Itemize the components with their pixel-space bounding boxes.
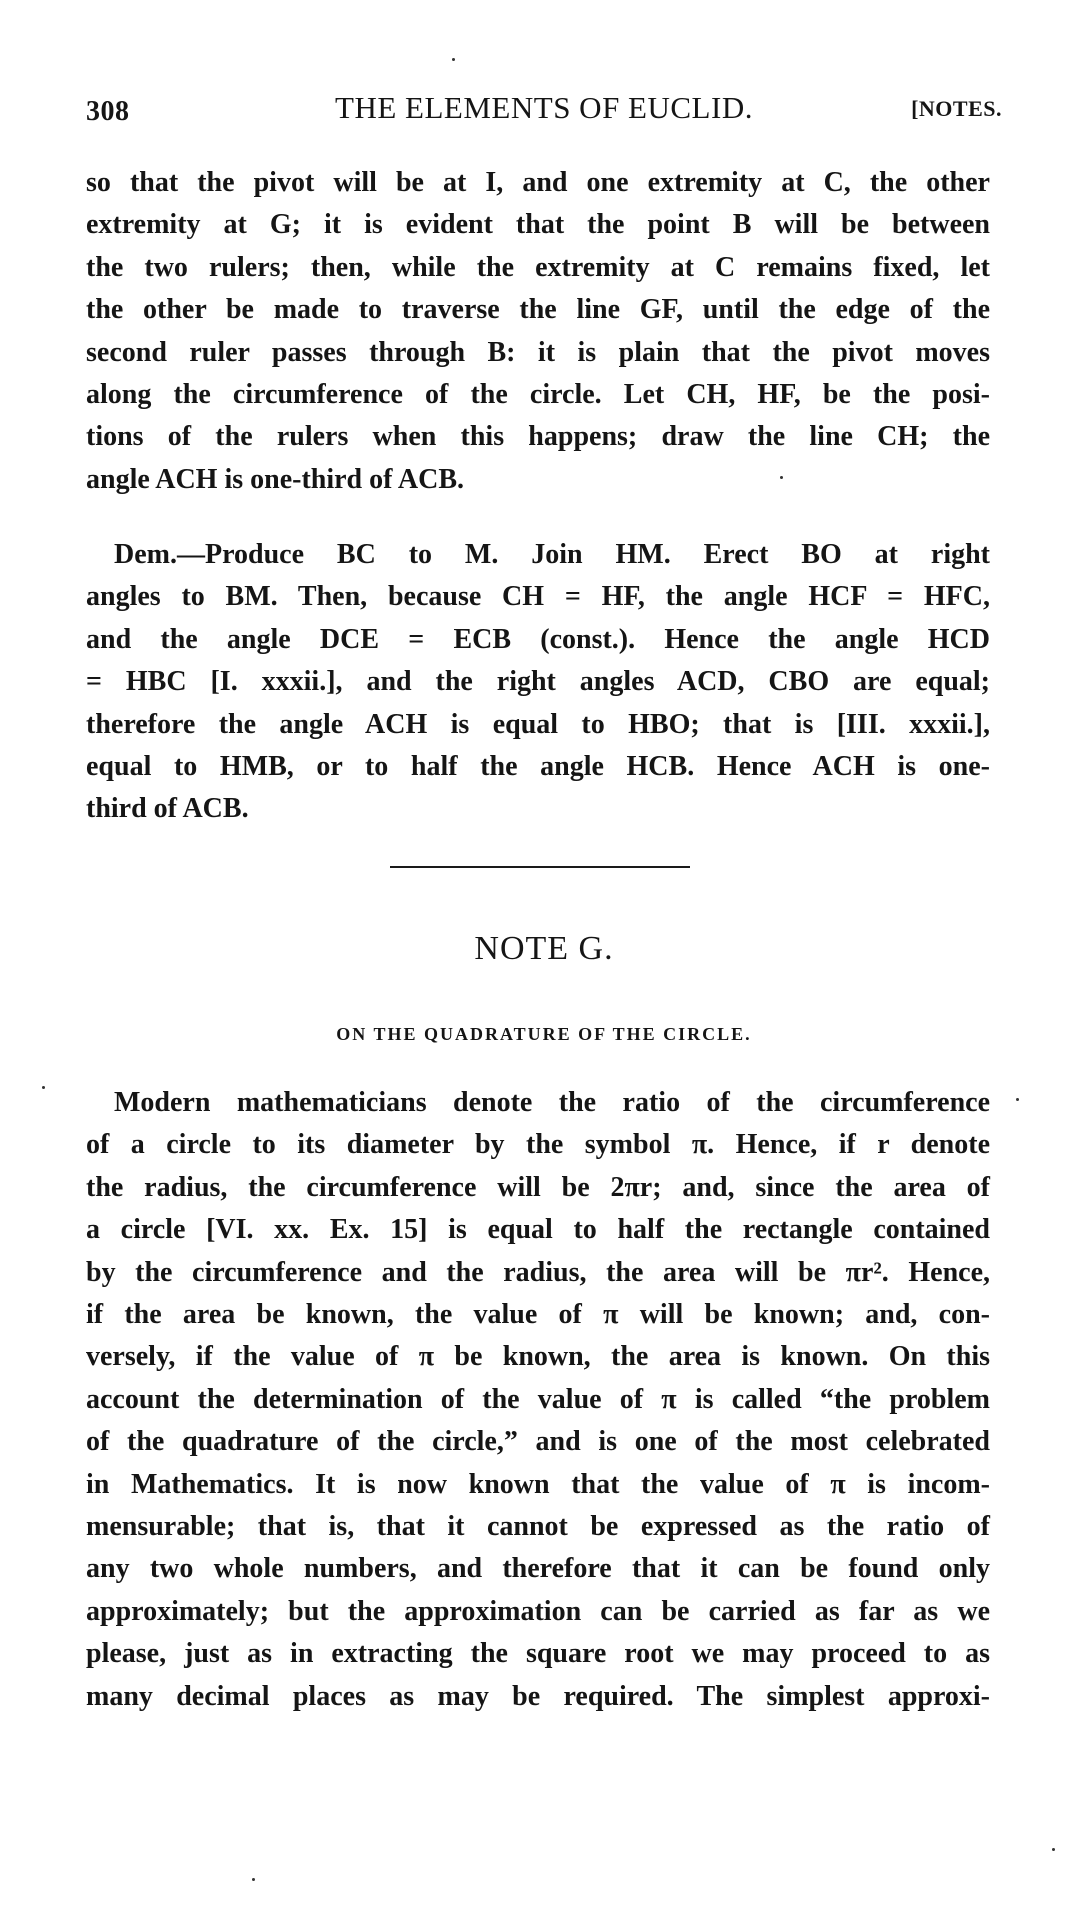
- text-line: in Mathematics. It is now known that the value of π is incom-: [86, 1468, 990, 1500]
- page-number: 308: [86, 96, 130, 127]
- text-line: of the quadrature of the circle,” and is one of the most celebrated: [86, 1426, 990, 1458]
- scan-speck: [42, 1086, 45, 1089]
- scan-speck: [1016, 1098, 1019, 1101]
- paragraph-demonstration: [86, 534, 990, 831]
- text-line: tions of the rulers when this happens; draw the line CH; the: [86, 421, 990, 453]
- text-line: extremity at G; it is evident that the point B will be between: [86, 209, 990, 241]
- text-line: please, just as in extracting the square root we may proceed to as: [86, 1638, 990, 1670]
- text-line: equal to HMB, or to half the angle HCB. Hence ACH is one-: [86, 751, 990, 783]
- running-head: [86, 90, 1002, 130]
- text-line: any two whole numbers, and therefore that it can be found only: [86, 1553, 990, 1585]
- text-line: the radius, the circumference will be 2πr; and, since the area of: [86, 1171, 990, 1203]
- text-line: Dem.—Produce BC to M. Join HM. Erect BO at right: [114, 539, 990, 570]
- text-line: angles to BM. Then, because CH = HF, the angle HCF = HFC,: [86, 581, 990, 613]
- note-subtitle: ON THE QUADRATURE OF THE CIRCLE.: [336, 1024, 752, 1044]
- text-line: second ruler passes through B: it is plain that the pivot moves: [86, 336, 990, 368]
- text-line: account the determination of the value of π is called “the problem: [86, 1383, 990, 1415]
- text-line: therefore the angle ACH is equal to HBO; that is [III. xxxii.],: [86, 708, 990, 740]
- scan-speck: [780, 476, 783, 479]
- section-marker: [NOTES.: [911, 96, 1002, 121]
- text-line: Modern mathematicians denote the ratio of the circumference: [114, 1087, 990, 1118]
- text-line: of a circle to its diameter by the symbol π. Hence, if r denote: [86, 1129, 990, 1161]
- text-line: along the circumference of the circle. Let CH, HF, be the posi-: [86, 379, 990, 411]
- scan-speck: [252, 1878, 255, 1881]
- text-line: = HBC [I. xxxii.], and the right angles ACD, CBO are equal;: [86, 666, 990, 698]
- text-line: mensurable; that is, that it cannot be expressed as the ratio of: [86, 1511, 990, 1543]
- running-title: THE ELEMENTS OF EUCLID.: [335, 90, 753, 125]
- text-line: many decimal places as may be required. The simplest approxi-: [86, 1680, 990, 1712]
- text-line: angle ACH is one-third of ACB.: [86, 463, 465, 495]
- text-line: by the circumference and the radius, the area will be πr². Hence,: [86, 1256, 990, 1288]
- text-line: if the area be known, the value of π will be known; and, con-: [86, 1299, 990, 1331]
- paragraph-quadrature: [86, 1082, 990, 1718]
- text-line: the other be made to traverse the line GF, until the edge of the: [86, 294, 990, 326]
- section-divider: [390, 866, 690, 868]
- note-title: NOTE G.: [474, 930, 614, 967]
- text-line: approximately; but the approximation can be carried as far as we: [86, 1595, 990, 1627]
- scan-speck: [1052, 1848, 1055, 1851]
- text-line: and the angle DCE = ECB (const.). Hence the angle HCD: [86, 623, 990, 655]
- text-line: the two rulers; then, while the extremity at C remains fixed, let: [86, 251, 990, 283]
- text-line: a circle [VI. xx. Ex. 15] is equal to half the rectangle contained: [86, 1214, 990, 1246]
- text-line: versely, if the value of π be known, the area is known. On this: [86, 1341, 990, 1373]
- scan-speck: [452, 58, 455, 61]
- paragraph-construction: [86, 162, 990, 501]
- text-line: so that the pivot will be at I, and one extremity at C, the other: [86, 167, 990, 198]
- text-line: third of ACB.: [86, 793, 249, 825]
